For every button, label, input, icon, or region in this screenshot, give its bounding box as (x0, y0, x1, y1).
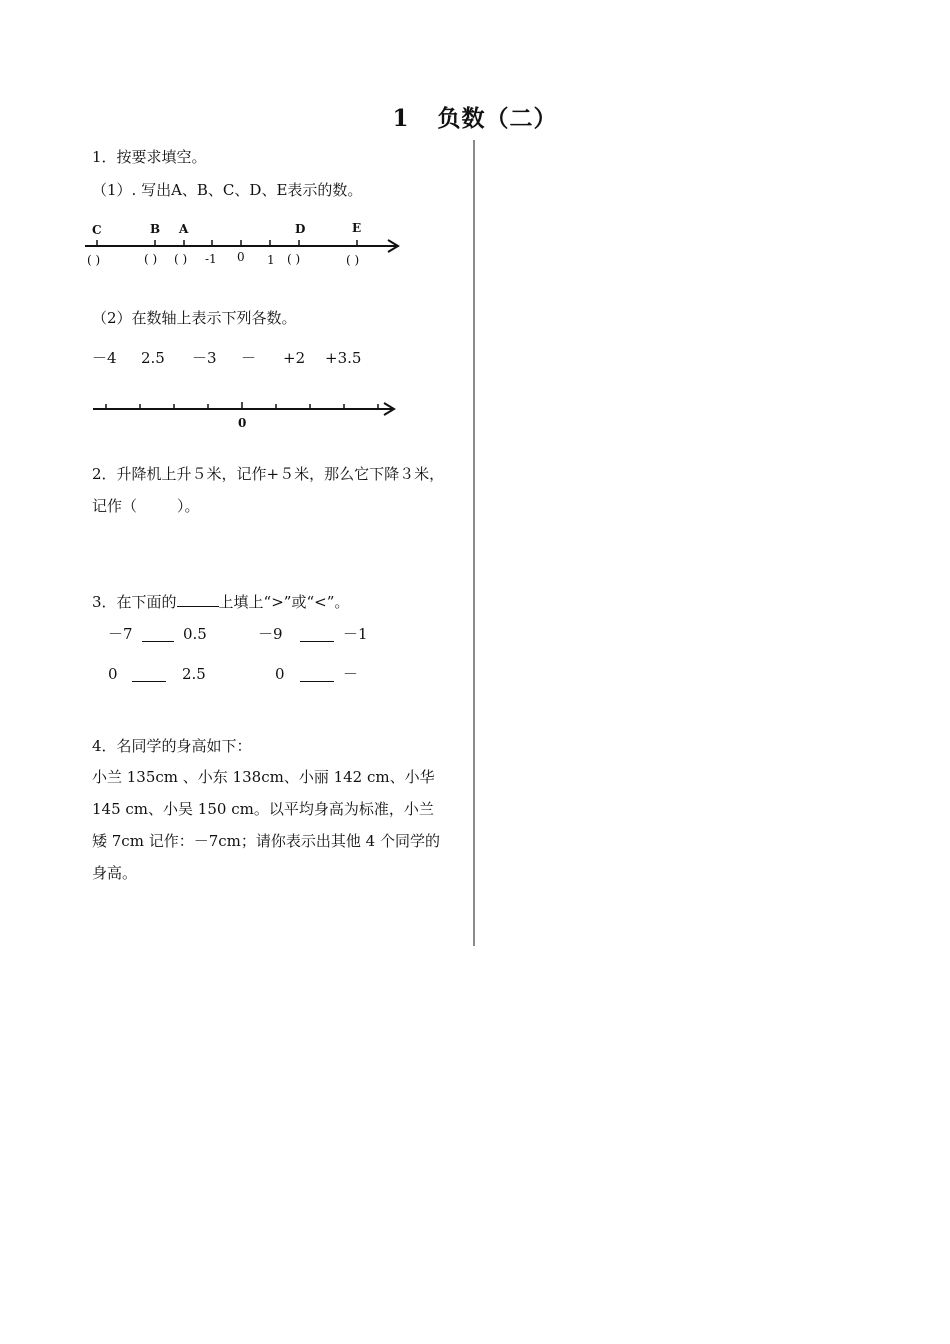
q3-heading-after: 上填上“>”或“<”。 (218, 593, 350, 611)
q1-part1-prompt: （1）. 写出A、B、C、D、E表示的数。 (92, 181, 363, 199)
q3-r2-c1-blank[interactable] (132, 667, 166, 682)
number-5: +3.5 (325, 349, 362, 367)
point-label-E: E (352, 221, 362, 235)
q1-heading: 1．按要求填空。 (92, 148, 207, 166)
q3-heading-blank (177, 592, 219, 607)
tick-label-1: 1 (267, 253, 275, 267)
q3-r2-c2-blank[interactable] (300, 667, 334, 682)
q3-r1-c2-left: －9 (258, 625, 283, 643)
q3-r1-c2-right: －1 (343, 625, 368, 643)
number-4: +2 (283, 349, 306, 367)
q3-r1-c2-blank[interactable] (300, 627, 334, 642)
q4-line-2: 145 cm、小吴 150 cm。以平均身高为标准，小兰 (92, 800, 434, 818)
q2-line2-before: 记作（ (92, 497, 138, 515)
title-text: 负数（二） (437, 105, 558, 132)
answer-slot-C[interactable]: ( ) (87, 253, 101, 267)
q4-line-3: 矮 7cm 记作：－7cm；请你表示出其他 4 个同学的 (92, 832, 440, 850)
q3-r1-c1-left: －7 (108, 625, 133, 643)
number-3: － (241, 349, 257, 367)
point-label-B: B (150, 222, 161, 236)
q1-part2-prompt: （2）在数轴上表示下列各数。 (92, 309, 297, 327)
q4-line-4: 身高。 (92, 864, 138, 882)
number-2: －3 (192, 349, 217, 367)
number-1: 2.5 (141, 349, 165, 367)
q3-heading (92, 592, 349, 612)
answer-slot-D[interactable]: ( ) (287, 252, 301, 266)
number-0: －4 (92, 349, 117, 367)
answer-slot-A[interactable]: ( ) (174, 252, 188, 266)
number-line-2 (93, 402, 394, 415)
title-number: 1 (392, 105, 410, 132)
q3-r1-c1-right: 0.5 (183, 625, 207, 643)
q3-r2-c1-right: 2.5 (182, 665, 206, 683)
q3-heading-before: 3．在下面的 (92, 593, 177, 611)
tick-label-0: 0 (237, 250, 245, 264)
q3-r1-c1-blank[interactable] (142, 627, 174, 642)
q2-line1: 2．升降机上升５米，记作+５米，那么它下降３米， (92, 465, 445, 483)
q3-r2-c2-right: － (343, 665, 359, 683)
answer-slot-B[interactable]: ( ) (144, 252, 158, 266)
q2-line2-after: ）。 (177, 497, 200, 515)
point-label-A: A (179, 222, 189, 236)
q3-r2-c1-left: 0 (108, 665, 118, 683)
point-label-D: D (295, 222, 306, 236)
q3-r2-c2-left: 0 (275, 665, 285, 683)
q4-line-1: 小兰 135cm 、小东 138cm、小丽 142 cm、小华 (92, 768, 435, 786)
tick-label-neg1: -1 (205, 252, 217, 266)
zero-label: 0 (238, 416, 247, 430)
q2-line2 (92, 496, 200, 516)
answer-slot-E[interactable]: ( ) (346, 253, 360, 267)
q4-line-0: 4．名同学的身高如下： (92, 737, 252, 755)
point-label-C: C (92, 223, 102, 237)
